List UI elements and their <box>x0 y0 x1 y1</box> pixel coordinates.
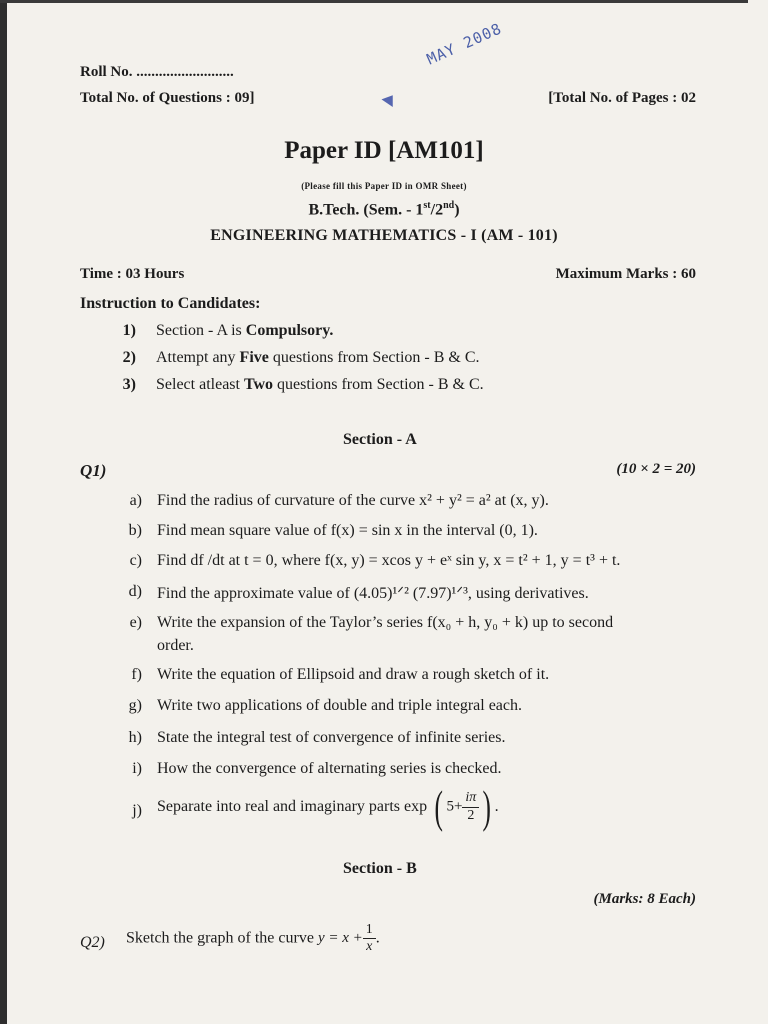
question-text: Find df /dt at t = 0, where f(x, y) = xcos y + eˣ sin y, x = t² + 1, y = t³ + t. <box>157 552 621 569</box>
question-label: d) <box>128 583 142 600</box>
stamp-arrow-icon <box>381 95 396 109</box>
instruction-emphasis: Compulsory. <box>245 322 334 339</box>
maximum-marks: Maximum Marks : 60 <box>555 266 696 282</box>
instruction-text: Select atleast <box>156 376 244 393</box>
q2-fraction-denominator: x <box>366 939 373 955</box>
course-sep: /2 <box>430 201 444 219</box>
section-b-title: Section - B <box>343 860 417 877</box>
question-label: j) <box>132 802 142 819</box>
instruction-number: 3) <box>122 376 136 393</box>
question-label: f) <box>131 666 142 683</box>
question-label: e) <box>129 614 142 631</box>
question-label: a) <box>129 492 142 509</box>
fraction <box>462 790 479 823</box>
question-text: Find the radius of curvature of the curve x² + y² = a² at (x, y). <box>157 492 549 509</box>
q2-fraction <box>363 922 376 955</box>
course-suffix: ) <box>454 201 460 219</box>
section-a-title: Section - A <box>343 431 417 448</box>
total-questions: Total No. of Questions : 09] <box>80 90 255 106</box>
paper-id-note: (Please fill this Paper ID in OMR Sheet) <box>301 181 467 191</box>
left-paren: ( <box>434 781 444 832</box>
question-text-continued: order. <box>157 637 194 654</box>
instruction-number: 2) <box>122 349 136 366</box>
question-label: c) <box>129 552 142 569</box>
instruction-text: Attempt any <box>156 349 240 366</box>
instruction-text: Section - A is <box>156 322 246 339</box>
q2-label: Q2) <box>80 934 105 951</box>
instruction-number: 1) <box>122 322 136 339</box>
question-text: Separate into real and imaginary parts exp <box>157 798 428 815</box>
course-line <box>0 200 768 219</box>
right-paren: ) <box>482 781 492 832</box>
q2-question <box>126 922 380 955</box>
fraction-denominator: 2 <box>467 807 475 823</box>
instruction-text: questions from Section - B & C. <box>268 349 480 366</box>
instruction-emphasis: Two <box>243 376 274 393</box>
roll-no: Roll No. .......................... <box>80 64 234 80</box>
question-text: Find the approximate value of (4.05)¹ᐟ² (7.97)¹ᐟ³, using derivatives. <box>157 585 589 602</box>
question-text: Write two applications of double and triple integral each. <box>157 697 523 714</box>
question-end: . <box>494 798 499 815</box>
course-prefix: B.Tech. (Sem. - 1 <box>308 201 424 219</box>
instructions-heading: Instruction to Candidates: <box>80 295 261 312</box>
question-text: State the integral test of convergence of infinite series. <box>157 729 506 746</box>
question-label: i) <box>132 760 142 777</box>
question-text: Write the equation of Ellipsoid and draw a rough sketch of it. <box>157 666 550 683</box>
date-stamp: MAY 2008 <box>424 19 505 69</box>
question-text: Find mean square value of f(x) = sin x in the interval (0, 1). <box>157 522 538 539</box>
q2-end: . <box>375 929 380 947</box>
q2-expression: y = x + <box>317 930 363 947</box>
course-sup-2: nd <box>443 200 455 211</box>
q2-text: Sketch the graph of the curve <box>126 929 314 947</box>
section-b-marks: (Marks: 8 Each) <box>593 891 696 907</box>
paper-id: Paper ID [AM101] <box>284 137 484 164</box>
scan-edge-top <box>0 0 748 3</box>
question-label: b) <box>128 522 142 539</box>
q1-marks: (10 × 2 = 20) <box>616 461 696 477</box>
question-text-with-fraction <box>157 781 499 832</box>
instruction-text: questions from Section - B & C. <box>273 376 484 393</box>
total-pages: [Total No. of Pages : 02 <box>548 90 696 106</box>
time-allowed: Time : 03 Hours <box>80 266 185 282</box>
fraction-whole: 5+ <box>446 798 463 815</box>
question-label: g) <box>128 697 142 714</box>
question-text: Write the expansion of the Taylor’s series f(x₀ + h, y₀ + k) up to second <box>157 614 614 631</box>
question-text: How the convergence of alternating series is checked. <box>157 760 502 777</box>
instruction-item <box>156 376 484 394</box>
q1-label: Q1) <box>80 461 107 480</box>
subject-title: ENGINEERING MATHEMATICS - I (AM - 101) <box>210 227 558 244</box>
instruction-item <box>156 322 333 340</box>
instruction-emphasis: Five <box>239 349 269 366</box>
fraction-numerator: iπ <box>462 790 479 807</box>
q2-fraction-numerator: 1 <box>363 922 376 939</box>
course-sup-1: st <box>423 200 431 211</box>
instruction-item <box>156 349 480 367</box>
question-label: h) <box>128 729 142 746</box>
